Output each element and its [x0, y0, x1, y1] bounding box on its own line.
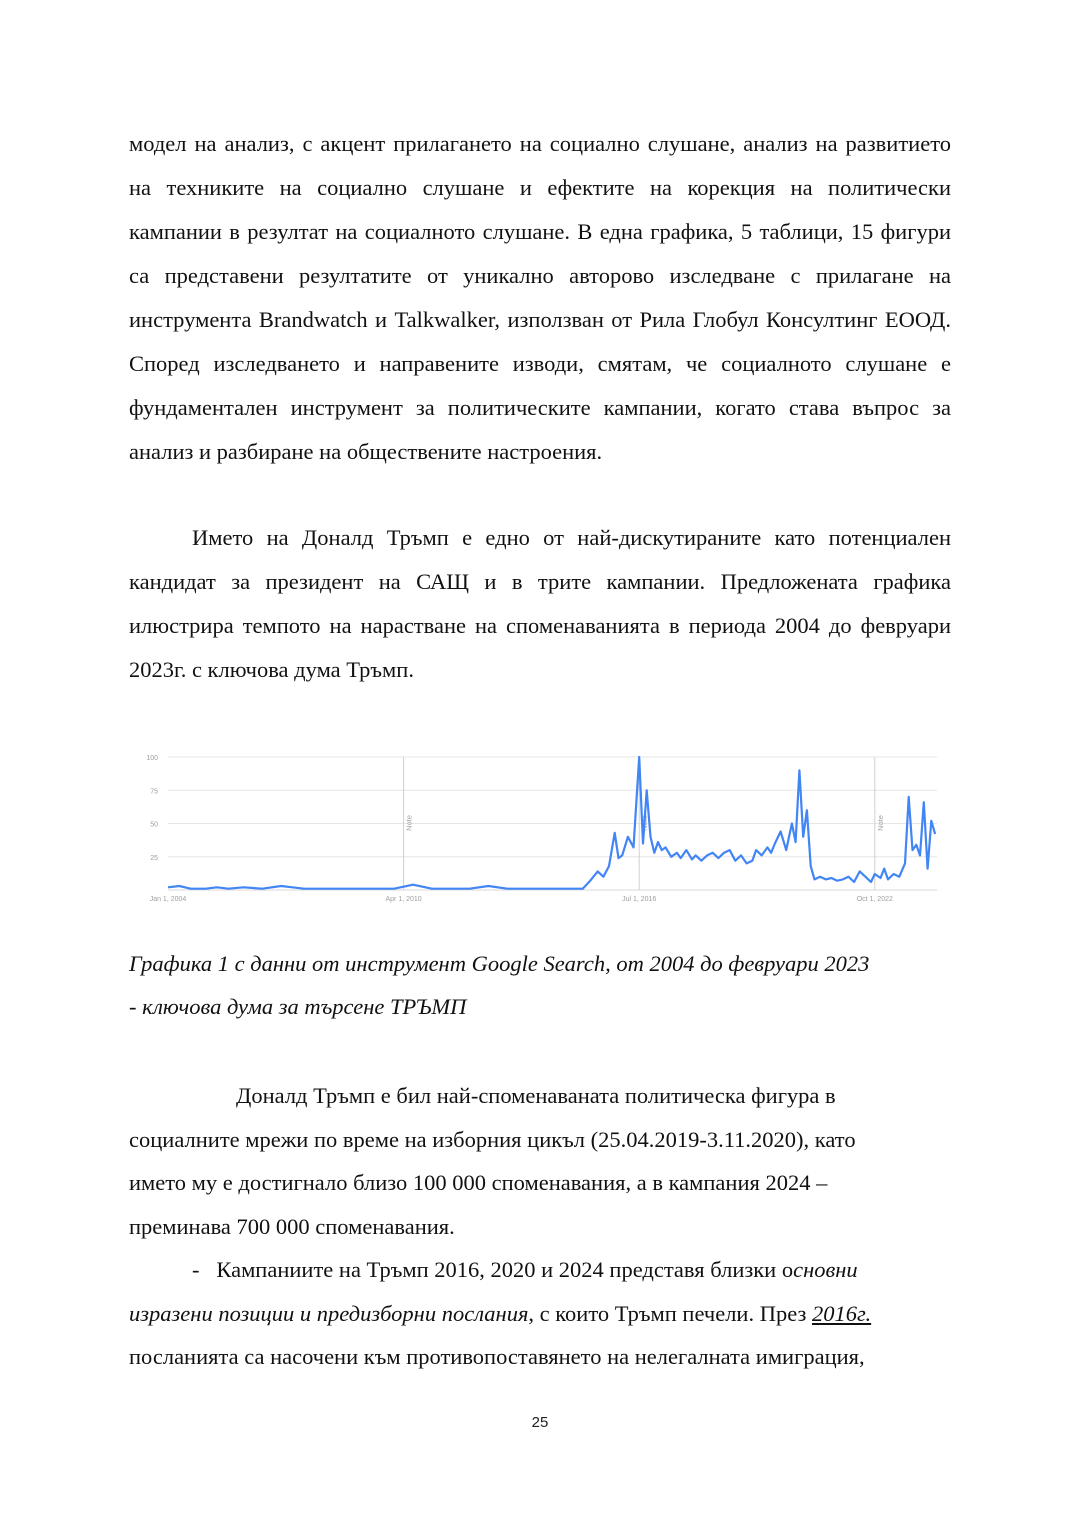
paragraph-4: [129, 1248, 951, 1379]
paragraph-4-text-b: сновни: [793, 1257, 858, 1282]
paragraph-4-line-3: посланията са насочени към противопоставянето на нелегалната имиграция,: [129, 1344, 865, 1369]
y-tick-label: 75: [150, 788, 158, 796]
x-tick-label: Oct 1, 2022: [856, 896, 893, 903]
chart-caption: [129, 942, 951, 1028]
note-label: Note: [640, 815, 650, 831]
x-tick-label: Jan 1, 2004: [149, 896, 187, 903]
x-tick-label: Apr 1, 2010: [385, 896, 422, 903]
list-dash: -: [192, 1257, 200, 1282]
trends-chart: [130, 745, 945, 910]
paragraph-4-italic: изразени позиции и предизборни послания: [129, 1300, 529, 1326]
paragraph-1: модел на анализ, с акцент прилагането на социално слушане, анализ на развитието на техниките на социално слушане и ефектите на корекция на политически кампании в резултат на социалното слушане. В една графика, 5 таблици, 15 фигури са представени резултатите от уникално авторово изследване с прилагане на инструмента Brandwatch и Talkwalker, използван от Рила Глобул Консултинг ЕООД. Според изследването и направените изводи, смятам, че социалното слушане е фундаментален инструмент за политическите кампании, когато става въпрос за анализ и разбиране на обществените настроения.: [129, 131, 951, 464]
paragraph-4-line-2-rest: , с които Тръмп печели. През: [528, 1300, 807, 1326]
paragraph-4-text-a: Кампаниите на Тръмп 2016, 2020 и 2024 представя близки о: [216, 1257, 794, 1282]
paragraph-3: [129, 1074, 951, 1248]
year-2016-link: 2016г.: [812, 1300, 872, 1326]
trends-chart-svg: [130, 745, 945, 910]
y-tick-label: 100: [146, 755, 158, 762]
x-tick-label: Jul 1, 2016: [622, 896, 657, 903]
y-tick-label: 50: [150, 821, 158, 829]
note-label: Note: [404, 815, 414, 831]
paragraph-2: Името на Доналд Тръмп е едно от най-дискутираните като потенциален кандидат за президент на САЩ и в трите кампании. Предложената графика илюстрира темпото на нарастване на споменаванията в периода 2004 до февруари 2023г. с ключова дума Тръмп.: [129, 525, 951, 682]
paragraph-3-line-1: Доналд Тръмп е бил най-споменаваната политическа фигура в: [236, 1083, 836, 1108]
paragraph-3-line-4: преминава 700 000 споменавания.: [129, 1213, 455, 1239]
paragraph-3-line-3: името му е достигнало близо 100 000 споменавания, а в кампания 2024 –: [129, 1170, 828, 1195]
paragraph-3-line-2: социалните мрежи по време на изборния цикъл (25.04.2019-3.11.2020), като: [129, 1126, 856, 1152]
y-tick-label: 25: [150, 854, 158, 862]
page-number: 25: [531, 1414, 549, 1431]
series-line-trump: [168, 757, 935, 889]
note-label: Note: [875, 815, 885, 831]
caption-line-2: - ключова дума за търсене ТРЪМП: [129, 994, 467, 1019]
caption-line-1: Графика 1 с данни от инструмент Google Search, от 2004 до февруари 2023: [129, 951, 870, 976]
